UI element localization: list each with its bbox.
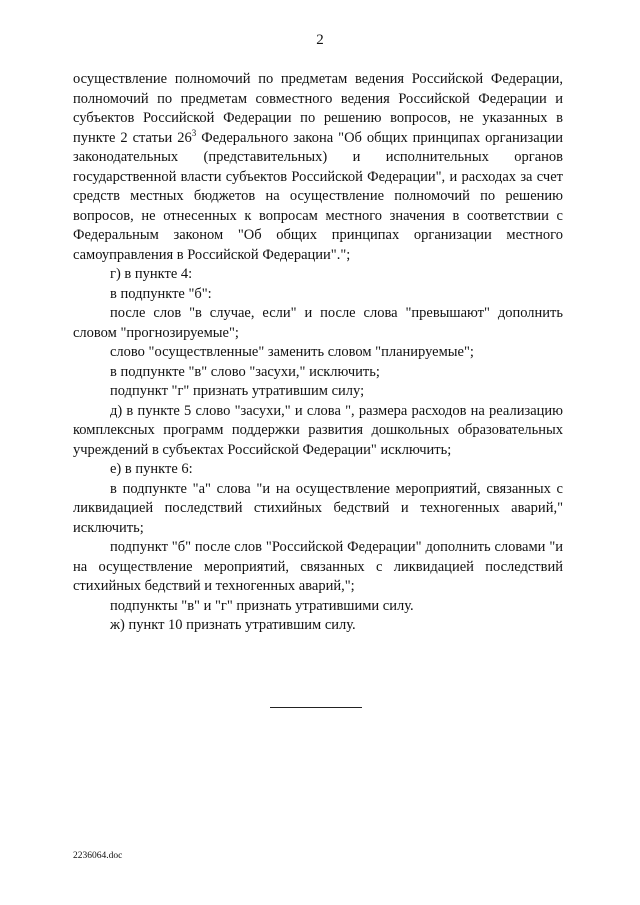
paragraph-text: Федерального закона "Об общих принципах организации законодательных (представительных) и исполнительных органов государственной власти субъектов Российской Федерации", и расходах за счет средств местных бюджетов на осуществление полномочий по решению вопросов, не отнесенных к вопросам местного значения в соответствии с Федеральным законом "Об общих принципах организации местного самоуправления в Российской Федерации"."; xyxy=(73,129,563,263)
document-body xyxy=(73,70,563,636)
paragraph-item-g: г) в пункте 4: xyxy=(110,266,193,282)
superscript: 3 xyxy=(191,127,197,138)
end-divider xyxy=(270,707,362,708)
paragraph-continuation xyxy=(73,70,563,265)
paragraph-amendment: слово "осуществленные" заменить словом "планируемые"; xyxy=(110,344,474,360)
paragraph-item-d: д) в пункте 5 слово "засухи," и слова ", размера расходов на реализацию комплексных программ поддержки развития дошкольных образовательных учреждений в субъектах Российской Федерации" исключить; xyxy=(73,402,563,458)
paragraph-text: осуществление полномочий по предметам ведения Российской Федерации, полномочий по предметам совместного ведения Российской Федерации и субъектов Российской Федерации по решению вопросов, не указанных в пункте 2 статьи 26 xyxy=(73,71,563,146)
footer-filename: 2236064.doc xyxy=(73,851,123,861)
paragraph-amendment: подпункт "б" после слов "Российской Федерации" дополнить словами "и на осуществление мероприятий, связанных с ликвидацией последствий стихийных бедствий и техногенных аварий,"; xyxy=(73,539,563,594)
paragraph-item-e: е) в пункте 6: xyxy=(110,461,193,477)
paragraph-subitem-b: в подпункте "б": xyxy=(110,285,212,302)
paragraph-amendment: в подпункте "а" слова "и на осуществление мероприятий, связанных с ликвидацией последствий стихийных бедствий и техногенных аварий," исключить; xyxy=(73,480,563,536)
paragraph-item-zh: ж) пункт 10 признать утратившим силу. xyxy=(110,617,356,633)
paragraph-amendment: после слов "в случае, если" и после слова "превышают" дополнить словом "прогнозируемые"; xyxy=(73,305,563,341)
paragraph-amendment: подпункт "г" признать утратившим силу; xyxy=(110,383,365,399)
paragraph-amendment: подпункты "в" и "г" признать утратившими силу. xyxy=(110,597,414,614)
paragraph-amendment: в подпункте "в" слово "засухи," исключить; xyxy=(110,363,380,380)
page-number: 2 xyxy=(316,32,324,48)
